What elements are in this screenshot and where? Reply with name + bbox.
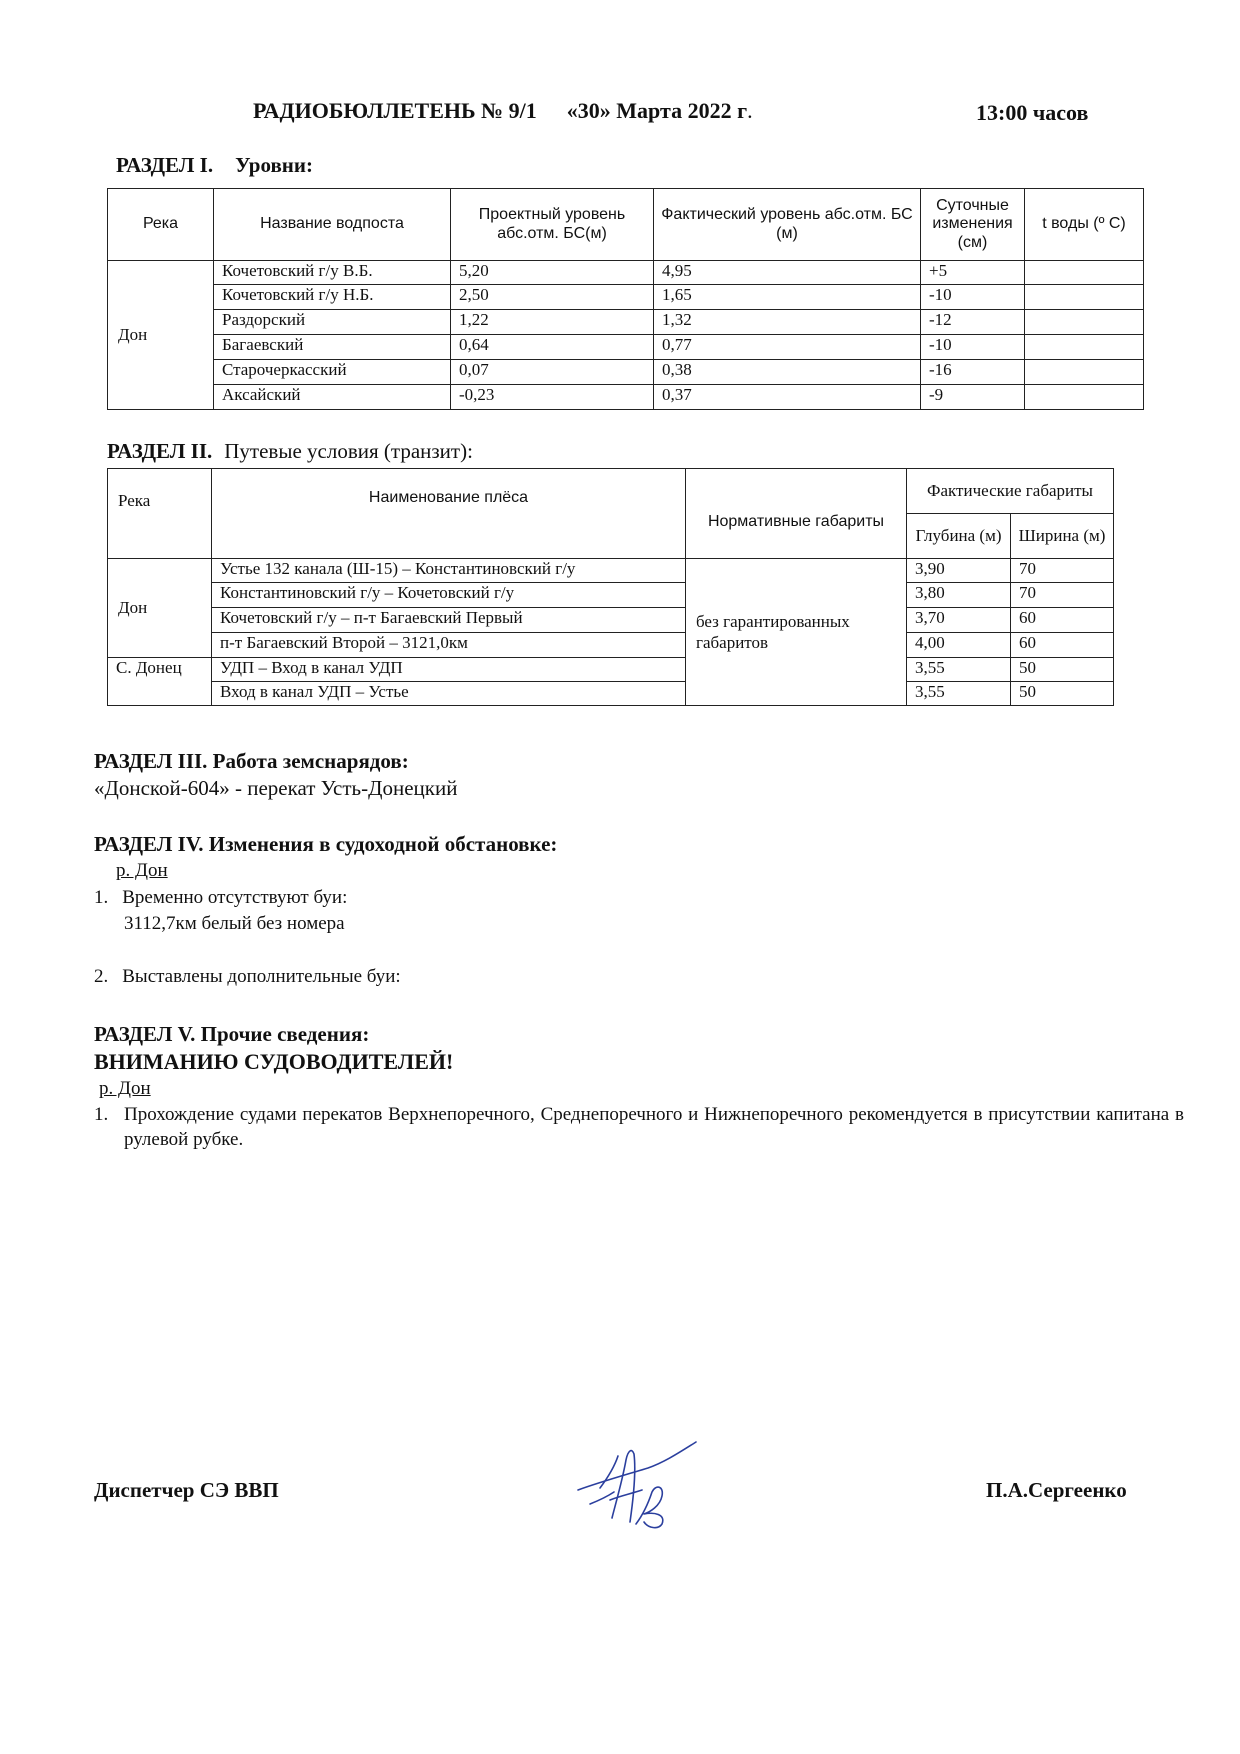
item-number: 2. bbox=[94, 966, 109, 987]
table-row bbox=[108, 385, 1144, 410]
route-header-row bbox=[108, 469, 1114, 514]
design-cell: -0,23 bbox=[451, 385, 654, 410]
depth-cell: 3,55 bbox=[907, 682, 1011, 706]
col-header-river: Река bbox=[108, 189, 214, 261]
section3-heading: РАЗДЕЛ III. Работа земснарядов: bbox=[94, 749, 409, 773]
table-row bbox=[108, 335, 1144, 360]
section5-item-1 bbox=[94, 1102, 1184, 1152]
section2-label: РАЗДЕЛ II. bbox=[107, 439, 213, 463]
dispatcher-position: Диспетчер СЭ ВВП bbox=[94, 1478, 279, 1502]
width-cell: 70 bbox=[1011, 559, 1114, 583]
reach-cell: Кочетовский г/у – п-т Багаевский Первый bbox=[212, 608, 686, 633]
post-cell: Раздорский bbox=[214, 310, 451, 335]
reach-cell: Константиновский г/у – Кочетовский г/у bbox=[212, 583, 686, 608]
item-text: Временно отсутствуют буи: bbox=[122, 887, 348, 908]
bulletin-time: 13:00 часов bbox=[976, 100, 1089, 125]
temp-cell bbox=[1025, 285, 1144, 310]
actual-cell: 1,32 bbox=[654, 310, 921, 335]
depth-cell: 3,80 bbox=[907, 583, 1011, 608]
section1-title: Уровни: bbox=[235, 153, 313, 177]
table-row bbox=[108, 682, 1114, 706]
depth-cell: 3,90 bbox=[907, 559, 1011, 583]
table-row bbox=[108, 559, 1114, 583]
width-cell: 60 bbox=[1011, 608, 1114, 633]
section1-label: РАЗДЕЛ I. bbox=[116, 153, 214, 177]
signature-icon bbox=[570, 1430, 710, 1535]
actual-cell: 1,65 bbox=[654, 285, 921, 310]
col-header-normative: Нормативные габариты bbox=[686, 469, 907, 559]
col-header-post: Название водпоста bbox=[214, 189, 451, 261]
temp-cell bbox=[1025, 385, 1144, 410]
post-cell: Старочеркасский bbox=[214, 360, 451, 385]
actual-cell: 4,95 bbox=[654, 261, 921, 285]
section5-heading: РАЗДЕЛ V. Прочие сведения: bbox=[94, 1022, 370, 1046]
temp-cell bbox=[1025, 310, 1144, 335]
col-header-depth: Глубина (м) bbox=[907, 514, 1011, 559]
section2-title: Путевые условия (транзит): bbox=[224, 439, 473, 463]
table-row bbox=[108, 658, 1114, 682]
post-cell: Аксайский bbox=[214, 385, 451, 410]
section5-attention: ВНИМАНИЮ СУДОВОДИТЕЛЕЙ! bbox=[94, 1049, 454, 1074]
table-row bbox=[108, 261, 1144, 285]
item-text: Прохождение судами перекатов Верхнепоречного, Среднепоречного и Нижнепоречного рекомендуется в присутствии капитана в рулевой рубке. bbox=[124, 1104, 1184, 1151]
reach-cell: п-т Багаевский Второй – 3121,0км bbox=[212, 633, 686, 658]
section2-heading bbox=[107, 439, 473, 464]
width-cell: 50 bbox=[1011, 682, 1114, 706]
river-cell: С. Донец bbox=[108, 658, 212, 706]
section4-item-2 bbox=[94, 966, 401, 988]
normative-cell: без гарантированных габаритов bbox=[686, 559, 907, 706]
change-cell: -10 bbox=[921, 335, 1025, 360]
width-cell: 60 bbox=[1011, 633, 1114, 658]
table-row bbox=[108, 360, 1144, 385]
temp-cell bbox=[1025, 335, 1144, 360]
col-header-actual-dimensions: Фактические габариты bbox=[907, 469, 1114, 514]
section4-river: р. Дон bbox=[116, 860, 168, 881]
section4-item-1-detail: 3112,7км белый без номера bbox=[124, 913, 345, 934]
depth-cell: 3,70 bbox=[907, 608, 1011, 633]
col-header-river: Река bbox=[108, 469, 212, 559]
change-cell: -9 bbox=[921, 385, 1025, 410]
col-header-reach: Наименование плёса bbox=[212, 469, 686, 559]
dispatcher-name: П.А.Сергеенко bbox=[986, 1478, 1127, 1502]
reach-cell: Устье 132 канала (Ш-15) – Константиновский г/у bbox=[212, 559, 686, 583]
actual-cell: 0,77 bbox=[654, 335, 921, 360]
table-row bbox=[108, 633, 1114, 658]
col-header-actual-level: Фактический уровень абс.отм. БС (м) bbox=[654, 189, 921, 261]
river-cell: Дон bbox=[108, 559, 212, 658]
temp-cell bbox=[1025, 261, 1144, 285]
table-row bbox=[108, 608, 1114, 633]
actual-cell: 0,37 bbox=[654, 385, 921, 410]
depth-cell: 3,55 bbox=[907, 658, 1011, 682]
temp-cell bbox=[1025, 360, 1144, 385]
change-cell: -16 bbox=[921, 360, 1025, 385]
signature-image bbox=[570, 1430, 710, 1540]
table-row bbox=[108, 285, 1144, 310]
width-cell: 50 bbox=[1011, 658, 1114, 682]
section3-dredger-text: «Донской-604» - перекат Усть-Донецкий bbox=[94, 776, 458, 800]
table-row bbox=[108, 583, 1114, 608]
design-cell: 0,07 bbox=[451, 360, 654, 385]
bulletin-number: РАДИОБЮЛЛЕТЕНЬ № 9/1 bbox=[253, 98, 537, 123]
change-cell: -10 bbox=[921, 285, 1025, 310]
item-number: 1. bbox=[94, 887, 109, 908]
levels-table bbox=[107, 188, 1144, 410]
reach-cell: УДП – Вход в канал УДП bbox=[212, 658, 686, 682]
section4-item-1 bbox=[94, 887, 347, 909]
change-cell: -12 bbox=[921, 310, 1025, 335]
river-cell: Дон bbox=[108, 261, 214, 410]
col-header-daily-change: Суточные изменения (см) bbox=[921, 189, 1025, 261]
design-cell: 0,64 bbox=[451, 335, 654, 360]
section4-heading: РАЗДЕЛ IV. Изменения в судоходной обстановке: bbox=[94, 832, 558, 856]
col-header-water-temp: t воды (º C) bbox=[1025, 189, 1144, 261]
bulletin-date: «30» Марта 2022 г bbox=[566, 98, 748, 123]
section5-river: р. Дон bbox=[99, 1078, 151, 1099]
section1-heading bbox=[116, 153, 313, 178]
change-cell: +5 bbox=[921, 261, 1025, 285]
bulletin-title: РАДИОБЮЛЛЕТЕНЬ № 9/1 «30» Марта 2022 г. bbox=[253, 98, 753, 123]
levels-header-row bbox=[108, 189, 1144, 261]
item-text: Выставлены дополнительные буи: bbox=[122, 966, 401, 987]
width-cell: 70 bbox=[1011, 583, 1114, 608]
item-number: 1. bbox=[94, 1104, 109, 1125]
actual-cell: 0,38 bbox=[654, 360, 921, 385]
depth-cell: 4,00 bbox=[907, 633, 1011, 658]
design-cell: 2,50 bbox=[451, 285, 654, 310]
route-conditions-table bbox=[107, 468, 1114, 706]
table-row bbox=[108, 310, 1144, 335]
col-header-design-level: Проектный уровень абс.отм. БС(м) bbox=[451, 189, 654, 261]
post-cell: Багаевский bbox=[214, 335, 451, 360]
design-cell: 1,22 bbox=[451, 310, 654, 335]
reach-cell: Вход в канал УДП – Устье bbox=[212, 682, 686, 706]
post-cell: Кочетовский г/у В.Б. bbox=[214, 261, 451, 285]
post-cell: Кочетовский г/у Н.Б. bbox=[214, 285, 451, 310]
col-header-width: Ширина (м) bbox=[1011, 514, 1114, 559]
design-cell: 5,20 bbox=[451, 261, 654, 285]
